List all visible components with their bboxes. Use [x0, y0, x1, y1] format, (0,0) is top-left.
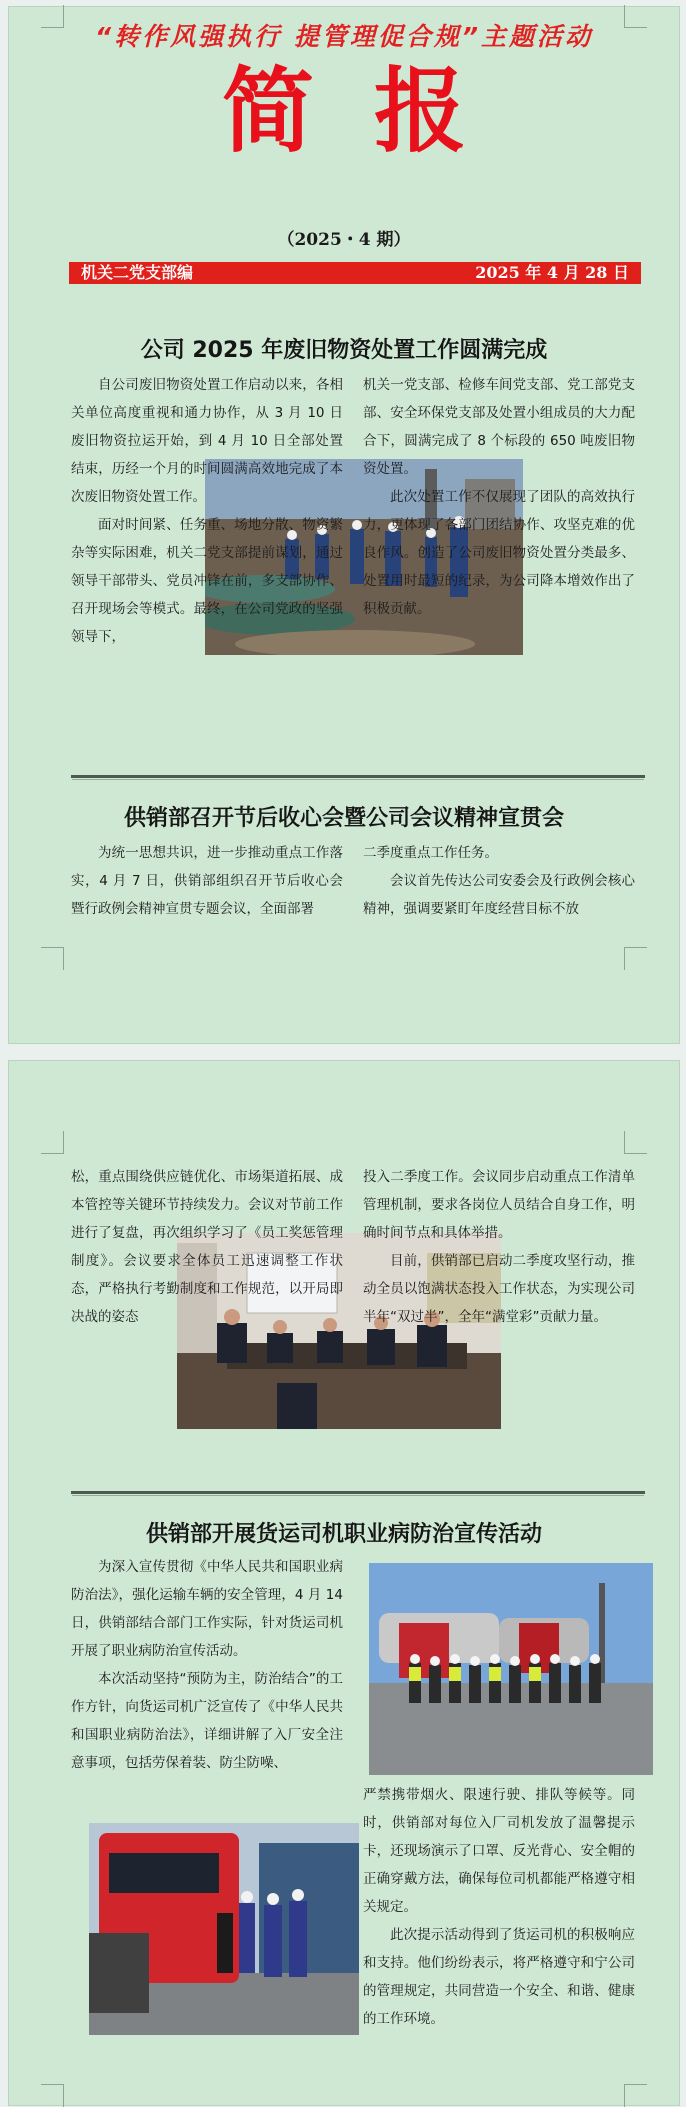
article-3-left-column [71, 1553, 343, 1777]
issue-number: （2025・4 期） [277, 230, 411, 250]
paragraph: 自公司废旧物资处置工作启动以来，各相关单位高度重视和通力协作，从 3 月 10 日废旧物资拉运开始，到 4 月 10 日全部处置结束，历经一个月的时间圆满高效地完成了本次废旧物资处置工作。 [71, 377, 343, 505]
article-2-right-column [363, 839, 635, 923]
paragraph: 二季度重点工作任务。 [363, 845, 498, 861]
paragraph: 机关一党支部、检修车间党支部、党工部党支部、安全环保党支部及处置小组成员的大力配合下，圆满完成了 8 个标段的 650 吨废旧物资处置。 [363, 377, 635, 477]
theme-heading: “转作风强执行 提管理促合规”主题活动 [95, 22, 593, 51]
article-1-right-column [363, 371, 635, 623]
article-3-right-column [363, 1781, 635, 2033]
paragraph: 会议首先传达公司安委会及行政例会核心精神，强调要紧盯年度经营目标不放 [363, 873, 635, 917]
editor-label: 机关二党支部编 [81, 263, 194, 282]
paragraph: 为深入宣传贯彻《中华人民共和国职业病防治法》，强化运输车辆的安全管理，4 月 14 日，供销部结合部门工作实际，针对货运司机开展了职业病防治宣传活动。 [71, 1559, 343, 1659]
article-1-left-column [71, 371, 343, 651]
article-2-right-column-cont [363, 1163, 635, 1331]
page-2 [8, 1060, 680, 2106]
crop-mark [624, 1131, 647, 1154]
paragraph: 本次活动坚持“预防为主，防治结合”的工作方针，向货运司机广泛宣传了《中华人民共和国职业病防治法》，详细讲解了入厂安全注意事项，包括劳保着装、防尘防噪、 [71, 1671, 343, 1771]
article-3-photo-trucks [369, 1563, 653, 1775]
crop-mark [41, 947, 64, 970]
paragraph: 松，重点围绕供应链优化、市场渠道拓展、成本管控等关键环节持续发力。会议对节前工作进行了复盘，再次组织学习了《员工奖惩管理制度》。会议要求全体员工迅速调整工作状态，严格执行考勤制度和工作规范，以开局即决战的姿态 [71, 1169, 343, 1325]
paragraph: 目前，供销部已启动二季度攻坚行动，推动全员以饱满状态投入工作状态，为实现公司半年“双过半”，全年“满堂彩”贡献力量。 [363, 1253, 635, 1325]
page-1 [8, 6, 680, 1044]
paragraph: 面对时间紧、任务重、场地分散、物资繁杂等实际困难，机关二党支部提前谋划，通过领导干部带头、党员冲锋在前，多支部协作、召开现场会等模式。最终，在公司党政的坚强领导下， [71, 517, 343, 645]
article-2-title: 供销部召开节后收心会暨公司会议精神宣贯会 [123, 806, 564, 831]
section-divider [71, 775, 645, 778]
article-1-title: 公司 2025 年废旧物资处置工作圆满完成 [140, 338, 548, 363]
article-3-title: 供销部开展货运司机职业病防治宣传活动 [145, 1522, 542, 1547]
section-divider [71, 1491, 645, 1494]
paragraph: 投入二季度工作。会议同步启动重点工作清单管理机制，要求各岗位人员结合自身工作，明确时间节点和具体举措。 [363, 1169, 635, 1241]
article-2-left-column-cont [71, 1163, 343, 1331]
paragraph: 此次提示活动得到了货运司机的积极响应和支持。他们纷纷表示，将严格遵守和宁公司的管理规定，共同营造一个安全、和谐、健康的工作环境。 [363, 1927, 635, 2027]
masthead-banner [69, 262, 641, 284]
paragraph: 此次处置工作不仅展现了团队的高效执行力，更体现了各部门团结协作、攻坚克难的优良作风。创造了公司废旧物资处置分类最多、处置用时最短的纪录，为公司降本增效作出了积极贡献。 [363, 489, 635, 617]
newsletter-title: 简报 [221, 57, 526, 165]
paragraph: 严禁携带烟火、限速行驶、排队等候等。同时，供销部对每位入厂司机发放了温馨提示卡，还现场演示了口罩、反光背心、安全帽的正确穿戴方法，确保每位司机都能严格遵守相关规定。 [363, 1787, 635, 1915]
publish-date: 2025 年 4 月 28 日 [475, 263, 629, 282]
article-2-left-column [71, 839, 343, 923]
crop-mark [624, 947, 647, 970]
paragraph: 为统一思想共识，进一步推动重点工作落实，4 月 7 日，供销部组织召开节后收心会暨行政例会精神宣贯专题会议，全面部署 [71, 845, 343, 917]
article-3-photo-driver [89, 1823, 359, 2035]
crop-mark [41, 1131, 64, 1154]
